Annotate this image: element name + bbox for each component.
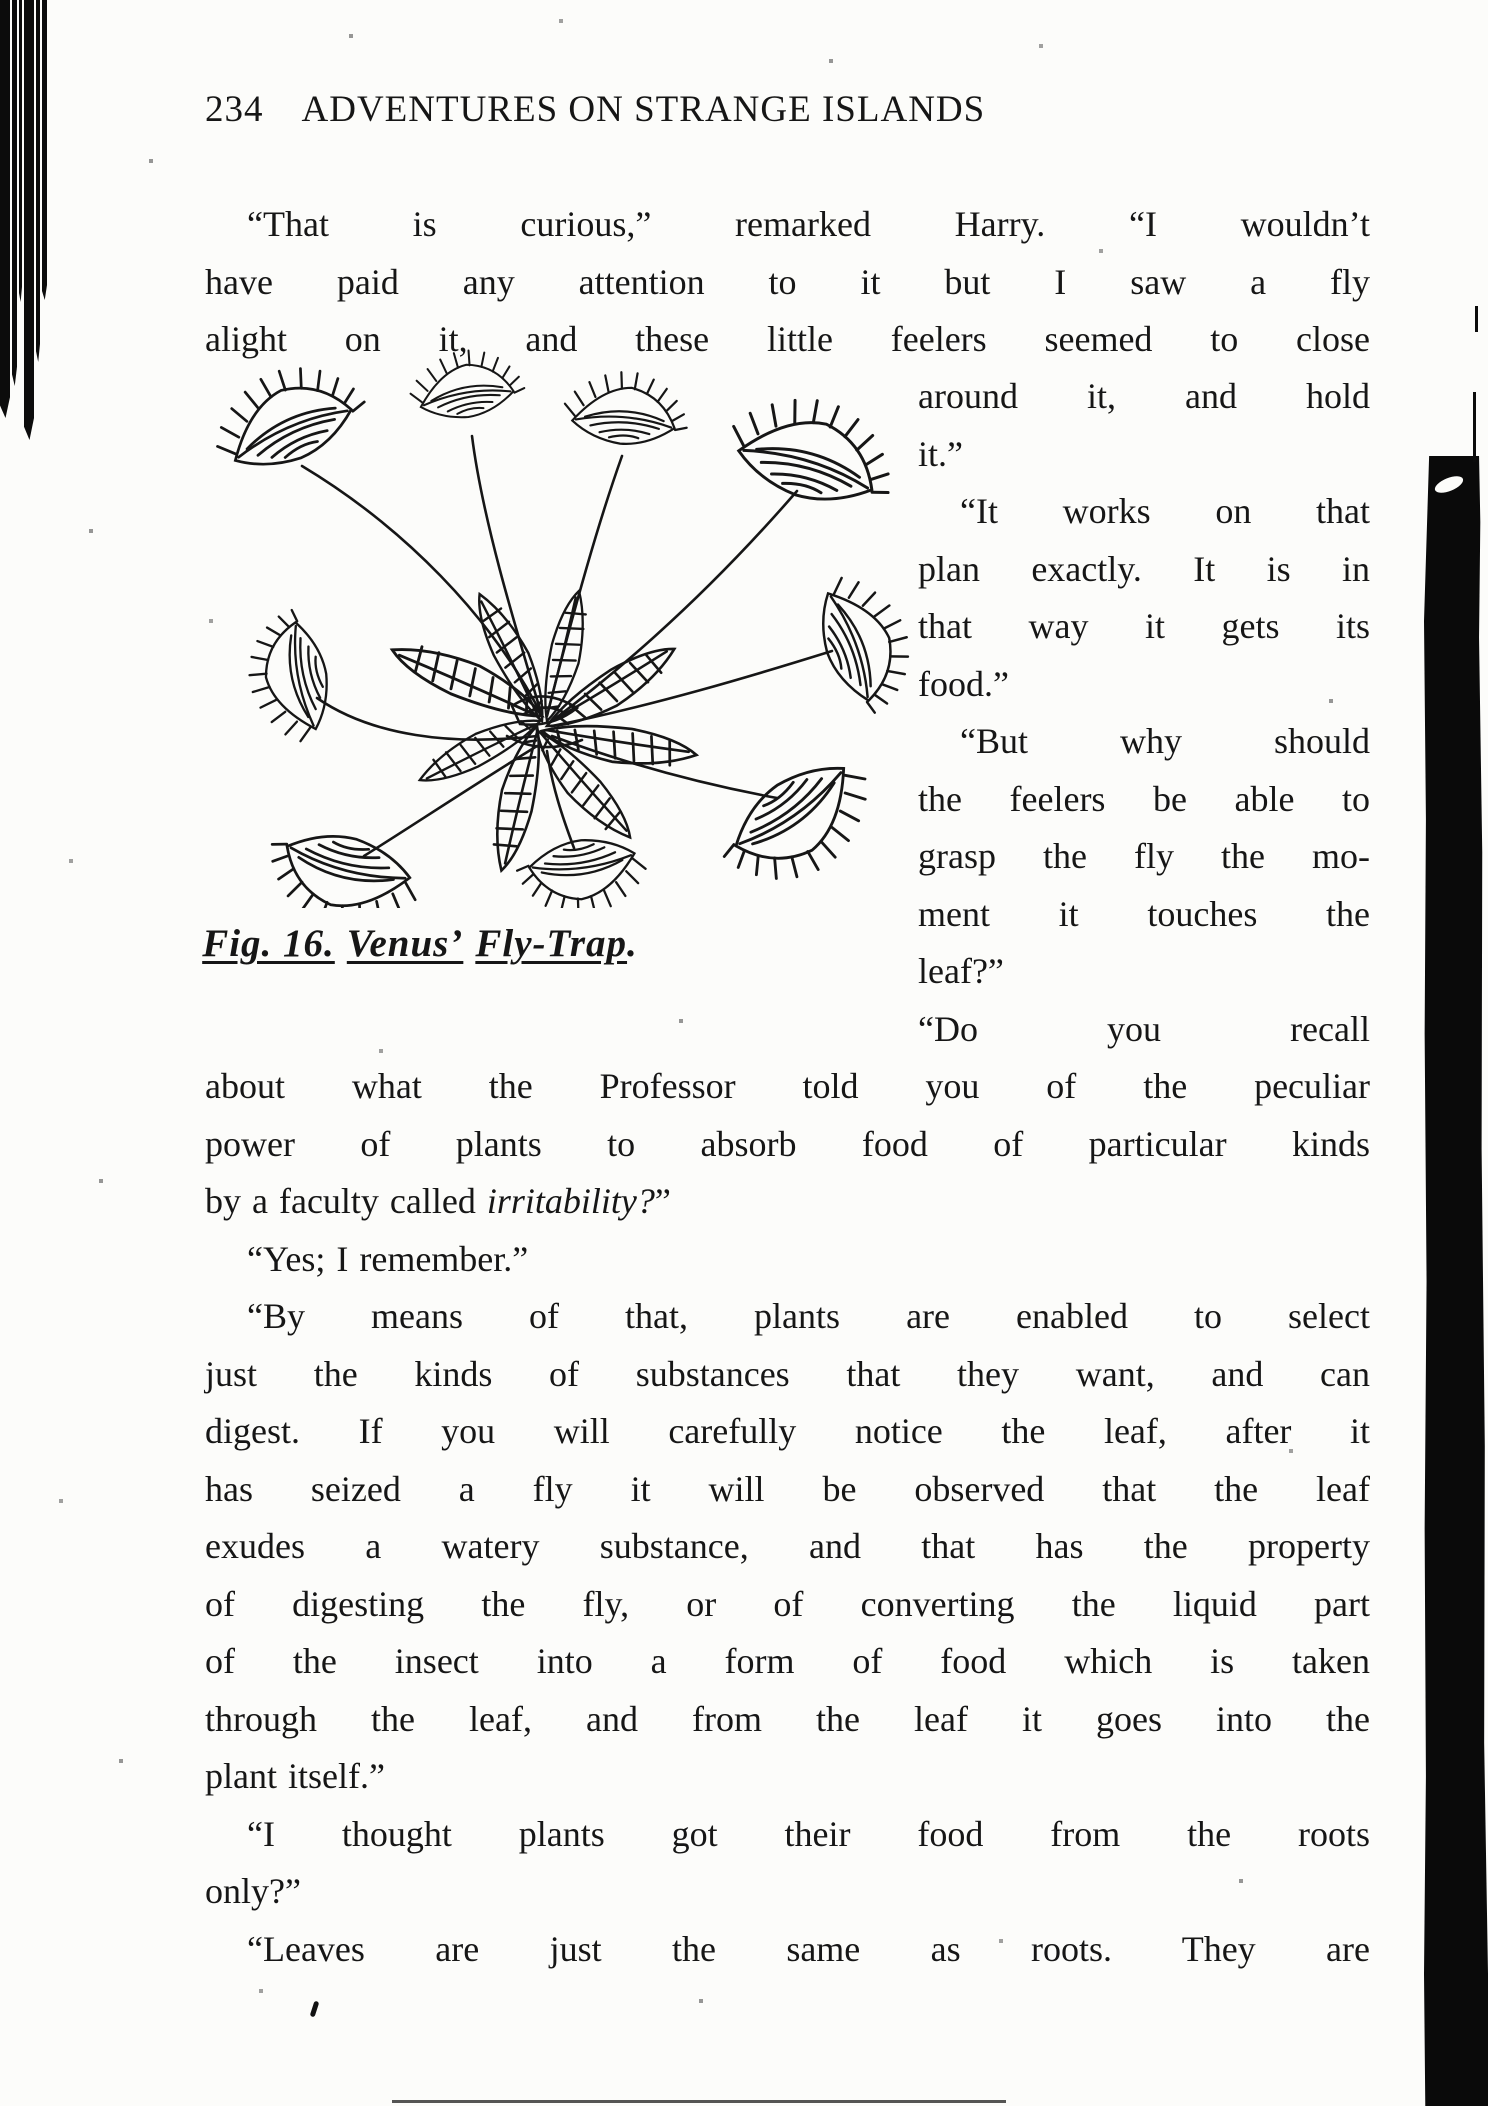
text-line: power of plants to absorb food of particular kinds [205, 1123, 1370, 1164]
text-line: only?” [205, 1871, 301, 1911]
text-line: ment it touches the [918, 893, 1370, 934]
text-line: food.” [918, 663, 1009, 704]
text-line: the feelers be able to [918, 778, 1370, 819]
running-header [205, 88, 1370, 131]
streak-bar [12, 0, 17, 386]
closing-quote: ” [654, 1181, 671, 1221]
scan-artifact-right-shadow [1424, 456, 1488, 2106]
streak-bar [24, 0, 34, 440]
scan-artifact-bottom-line [392, 2100, 1006, 2103]
caption-period: . [627, 922, 638, 965]
body-text [205, 1058, 1370, 1978]
text-line: about what the Professor told you of the peculiar [205, 1066, 1370, 1106]
text-line: “That is curious,” remarked Harry. “I wouldn’t [247, 204, 1370, 244]
running-title: ADVENTURES ON STRANGE ISLANDS [301, 89, 986, 130]
text-line: that way it gets its [918, 606, 1370, 646]
italic-term: irritability? [486, 1181, 655, 1221]
scan-artifact-wisp [1473, 392, 1476, 462]
text-segment: by a faculty called [205, 1181, 487, 1221]
scan-artifact-specks [0, 0, 2, 2]
text-line: of the insect into a form of food which is taken [205, 1641, 1370, 1681]
caption-name-2: Fly-Trap [475, 922, 628, 965]
text-line: it.” [918, 433, 963, 474]
text-line: digest. If you will carefully notice the leaf, after it [205, 1411, 1370, 1451]
scan-artifact-notch [1433, 473, 1466, 496]
text-line: through the leaf, and from the leaf it goes into the [205, 1698, 1370, 1739]
caption-fig-label: Fig. 16. [202, 922, 335, 965]
text-line: “Yes; I remember.” [247, 1238, 529, 1279]
streak-bar [36, 0, 40, 362]
leaf-rosette [387, 585, 698, 873]
text-line: “It works on that [960, 491, 1370, 531]
scan-artifact-left-binding [0, 0, 58, 480]
text-line: “Do you recall [918, 1008, 1370, 1049]
text-line: leaf?” [918, 951, 1004, 991]
streak-drip [27, 0, 30, 30]
streak-bar [19, 0, 22, 302]
streak-bar [0, 0, 10, 418]
scan-artifact-wisp [1475, 306, 1478, 332]
page-number: 234 [205, 89, 264, 130]
text-line: plant itself.” [205, 1756, 385, 1796]
text-line: of digesting the fly, or of converting the liquid part [205, 1583, 1370, 1624]
venus-flytrap-illustration [152, 316, 922, 908]
text-line: have paid any attention to it but I saw a fly [205, 261, 1370, 302]
text-line: grasp the fly the mo- [918, 836, 1370, 876]
engraving-strokes [201, 347, 922, 908]
text-line: exudes a watery substance, and that has the property [205, 1526, 1370, 1566]
streak-bar [42, 0, 47, 300]
streak-drip [13, 0, 15, 42]
text-line: “But why should [960, 721, 1370, 761]
text-line: plan exactly. It is in [918, 548, 1370, 589]
text-line: around it, and hold [918, 376, 1370, 416]
text-line [205, 1173, 1370, 1231]
text-line: alight on it, and these little feelers seemed to close [205, 319, 1370, 359]
text-line: has seized a fly it will be observed that the leaf [205, 1468, 1370, 1509]
text-line: “I thought plants got their food from the roots [247, 1813, 1370, 1854]
text-line: just the kinds of substances that they want, and can [205, 1353, 1370, 1394]
wrapped-text-column [918, 368, 1370, 1058]
text-line: “Leaves are just the same as roots. They are [247, 1928, 1370, 1969]
figure-caption [198, 921, 642, 966]
caption-name-1: Venus’ [346, 922, 464, 965]
scan-artifact-ink-mark [310, 2001, 320, 2018]
text-line: “By means of that, plants are enabled to select [247, 1296, 1370, 1336]
